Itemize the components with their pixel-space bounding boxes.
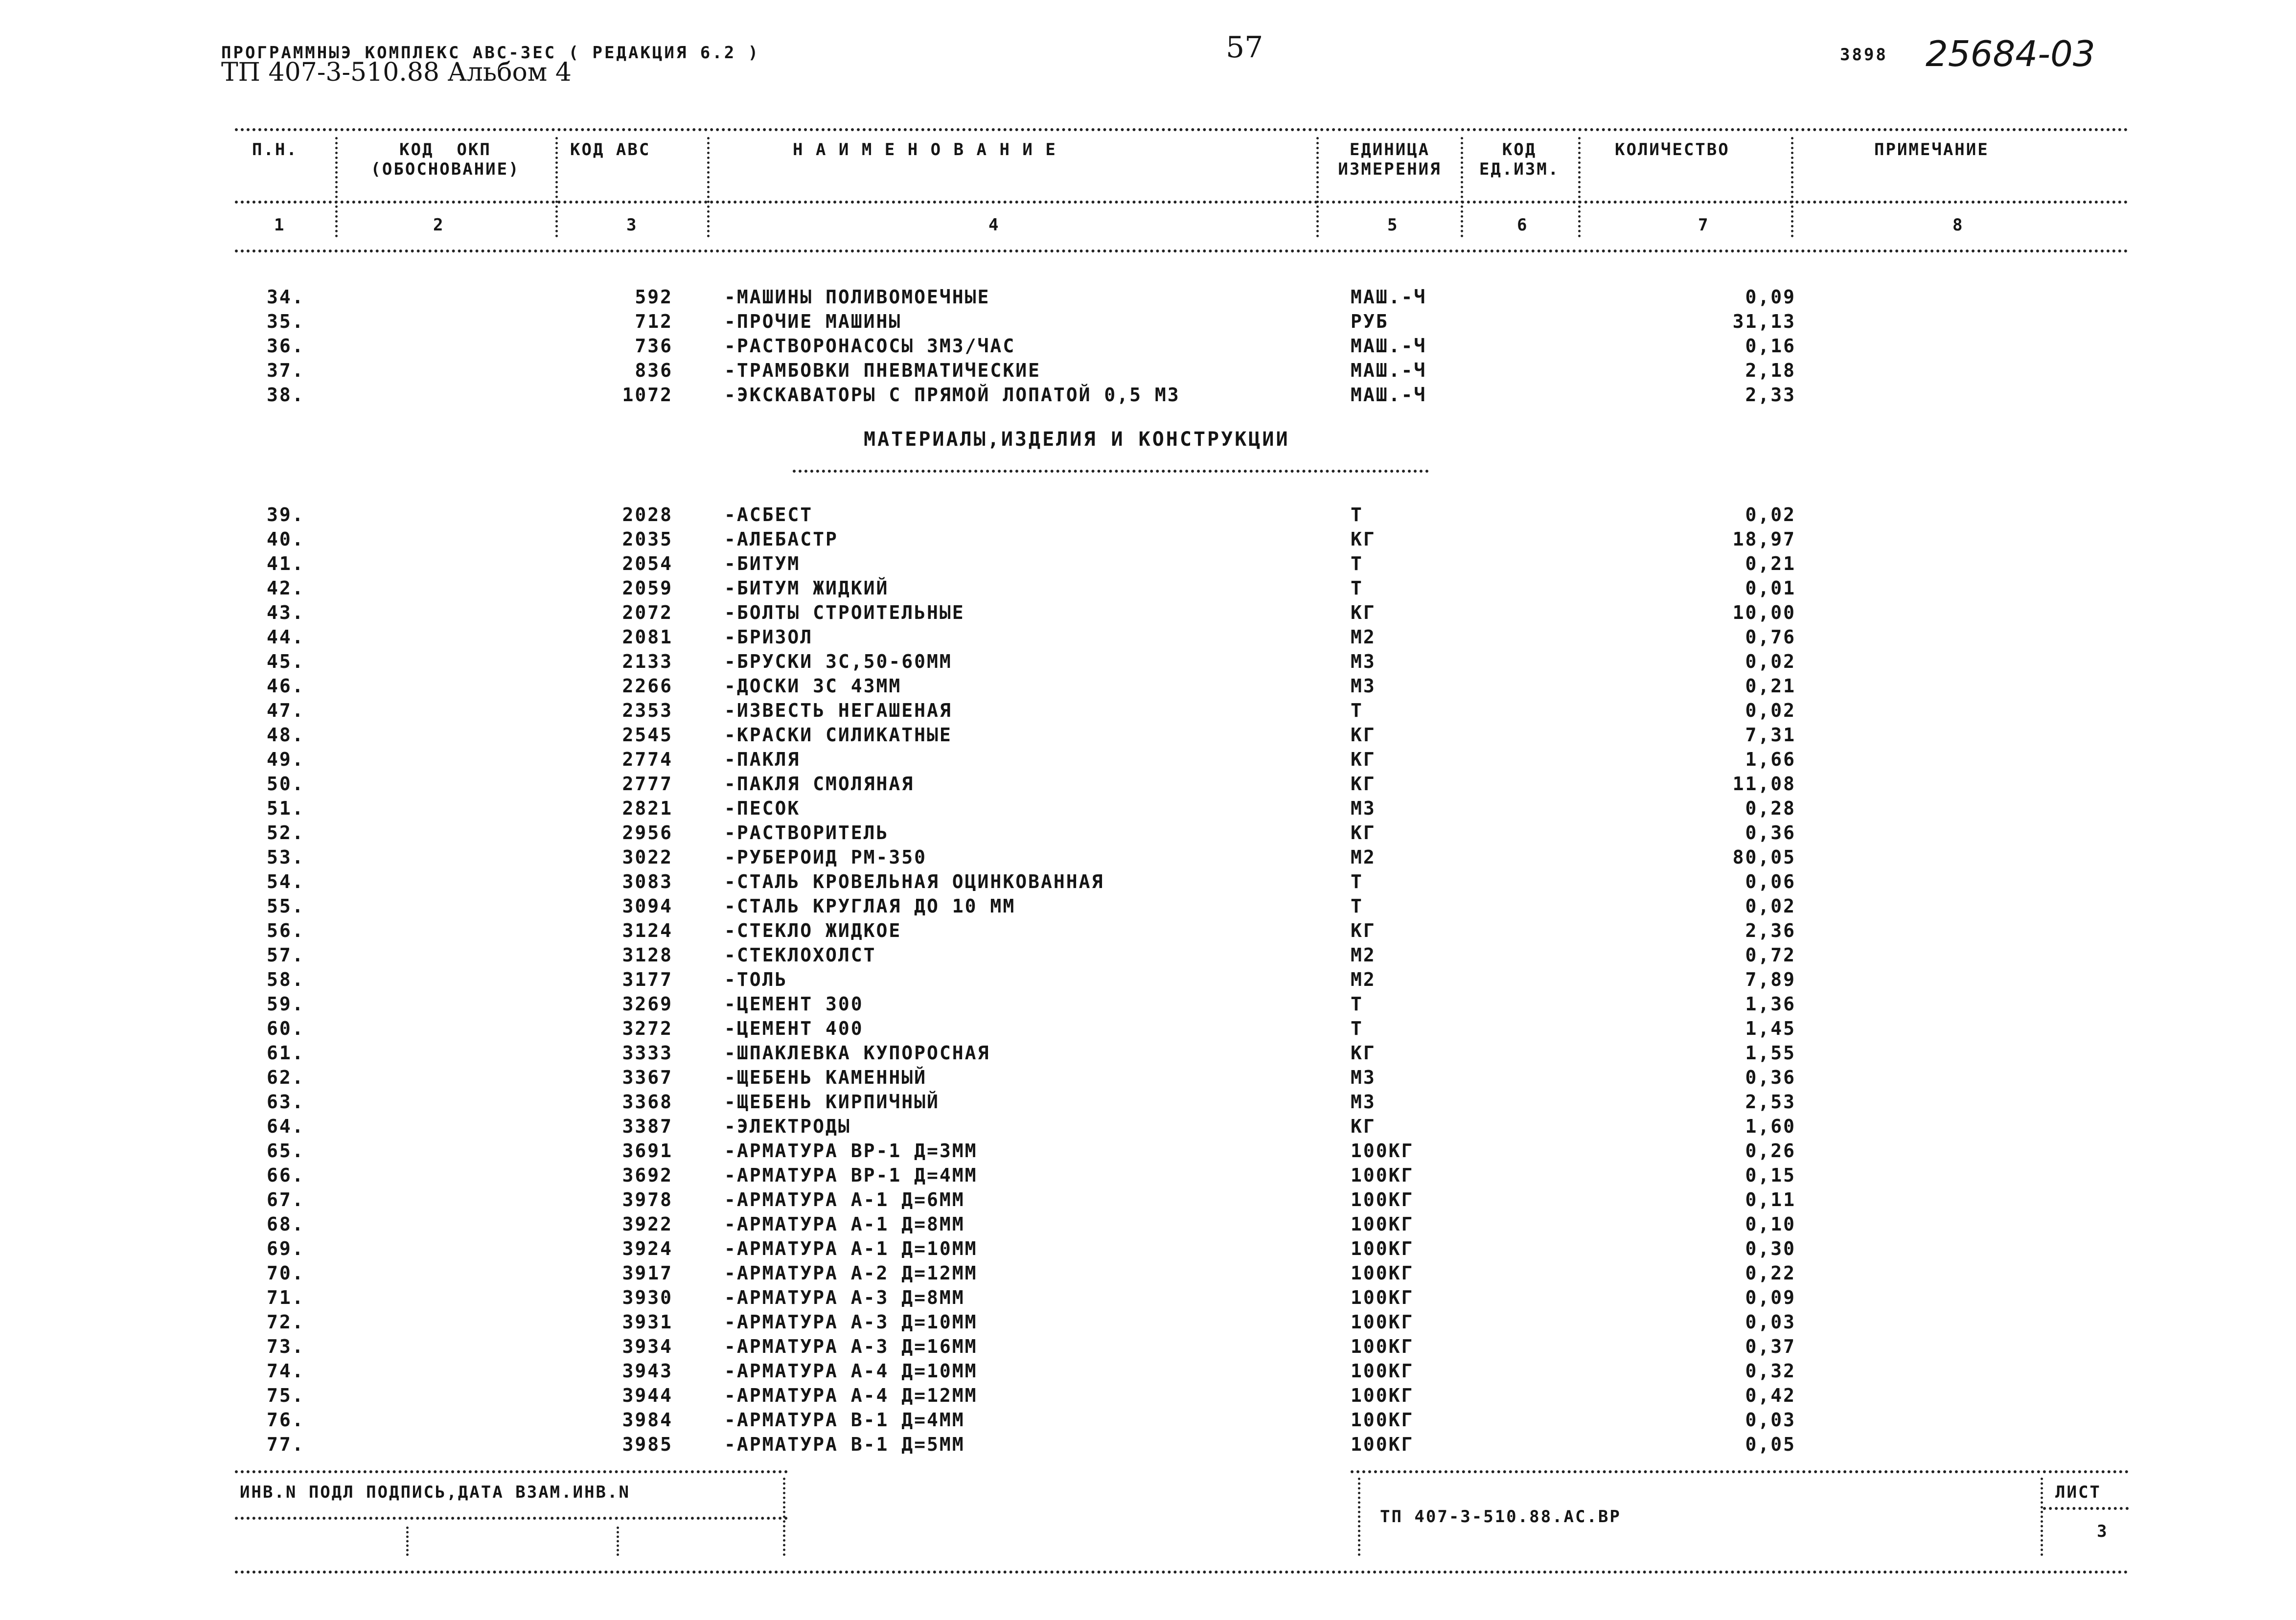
row-number: 51.: [267, 798, 305, 819]
row-code: 3022: [622, 846, 673, 868]
row-unit: МАШ.-Ч: [1351, 384, 1427, 406]
row-qty: 0,05: [1745, 1434, 1796, 1455]
row-code: 3387: [622, 1116, 673, 1137]
row-unit: 100КГ: [1351, 1189, 1414, 1210]
row-qty: 2,18: [1745, 360, 1796, 381]
row-code: 3368: [622, 1091, 673, 1113]
row-name: -РАСТВОРИТЕЛЬ: [724, 822, 889, 844]
row-qty: 0,26: [1745, 1140, 1796, 1162]
row-name: -ТРАМБОВКИ ПНЕВМАТИЧЕСКИЕ: [724, 360, 1041, 381]
row-code: 3924: [622, 1238, 673, 1259]
row-qty: 2,33: [1745, 384, 1796, 406]
row-code: 3943: [622, 1360, 673, 1382]
row-name: -РУБЕРОИД РМ-350: [724, 846, 927, 868]
page-number: 57: [1226, 30, 1263, 65]
row-code: 2054: [622, 553, 673, 574]
row-number: 50.: [267, 773, 305, 795]
row-number: 65.: [267, 1140, 305, 1162]
row-unit: М2: [1351, 626, 1376, 648]
row-unit: М2: [1351, 944, 1376, 966]
row-unit: КГ: [1351, 1116, 1376, 1137]
row-number: 67.: [267, 1189, 305, 1210]
row-name: -АРМАТУРА А-1 Д=6ММ: [724, 1189, 965, 1210]
row-number: 34.: [267, 286, 305, 308]
row-unit: КГ: [1351, 724, 1376, 746]
code-prefix: 3898: [1840, 45, 1888, 65]
row-name: -АРМАТУРА ВР-1 Д=3ММ: [724, 1140, 978, 1162]
row-number: 76.: [267, 1409, 305, 1431]
row-qty: 11,08: [1732, 773, 1796, 795]
header-bottom-rule: [235, 250, 2129, 252]
row-qty: 0,21: [1745, 675, 1796, 697]
row-code: 2353: [622, 700, 673, 721]
col-number: 2: [433, 215, 445, 235]
row-code: 3272: [622, 1018, 673, 1039]
row-unit: М2: [1351, 969, 1376, 990]
row-number: 46.: [267, 675, 305, 697]
row-number: 39.: [267, 504, 305, 525]
col-sep: [555, 137, 558, 237]
row-unit: М3: [1351, 798, 1376, 819]
row-name: -АЛЕБАСТР: [724, 528, 838, 550]
row-unit: КГ: [1351, 920, 1376, 941]
row-code: 2821: [622, 798, 673, 819]
row-number: 52.: [267, 822, 305, 844]
row-qty: 31,13: [1732, 311, 1796, 332]
stamp-col-sep: [617, 1527, 619, 1556]
row-number: 66.: [267, 1164, 305, 1186]
row-qty: 80,05: [1732, 846, 1796, 868]
row-code: 2133: [622, 651, 673, 672]
row-code: 2545: [622, 724, 673, 746]
row-unit: Т: [1351, 1018, 1363, 1039]
row-unit: КГ: [1351, 822, 1376, 844]
row-number: 68.: [267, 1213, 305, 1235]
row-name: -ПАКЛЯ: [724, 749, 801, 770]
row-qty: 7,31: [1745, 724, 1796, 746]
row-number: 47.: [267, 700, 305, 721]
row-unit: М3: [1351, 651, 1376, 672]
col-header-okp: КОД ОКП (ОБОСНОВАНИЕ): [370, 140, 520, 179]
row-name: -ИЗВЕСТЬ НЕГАШЕНАЯ: [724, 700, 952, 721]
row-qty: 2,53: [1745, 1091, 1796, 1113]
row-name: -АРМАТУРА В-1 Д=4ММ: [724, 1409, 965, 1431]
row-qty: 0,22: [1745, 1262, 1796, 1284]
row-name: -АРМАТУРА А-1 Д=10ММ: [724, 1238, 978, 1259]
row-number: 43.: [267, 602, 305, 623]
row-code: 3177: [622, 969, 673, 990]
title-block-top-rule: [1351, 1470, 2129, 1473]
row-name: -АСБЕСТ: [724, 504, 813, 525]
row-number: 54.: [267, 871, 305, 892]
row-number: 42.: [267, 577, 305, 599]
col-sep: [1316, 137, 1319, 237]
row-name: -ШПАКЛЕВКА КУПОРОСНАЯ: [724, 1042, 990, 1064]
row-number: 70.: [267, 1262, 305, 1284]
page-bottom-rule: [235, 1571, 2129, 1574]
row-unit: 100КГ: [1351, 1262, 1414, 1284]
row-code: 2777: [622, 773, 673, 795]
row-unit: 100КГ: [1351, 1164, 1414, 1186]
row-code: 3917: [622, 1262, 673, 1284]
sheet-box-left: [2041, 1478, 2043, 1556]
row-unit: Т: [1351, 553, 1363, 574]
row-code: 3692: [622, 1164, 673, 1186]
row-code: 2774: [622, 749, 673, 770]
col-number: 4: [988, 215, 1000, 235]
row-code: 3691: [622, 1140, 673, 1162]
col-header-pn: П.Н.: [252, 140, 298, 160]
row-qty: 0,01: [1745, 577, 1796, 599]
row-number: 71.: [267, 1287, 305, 1308]
stamp-mid-rule: [235, 1517, 788, 1520]
row-number: 56.: [267, 920, 305, 941]
row-qty: 0,06: [1745, 871, 1796, 892]
row-number: 49.: [267, 749, 305, 770]
row-name: -ПАКЛЯ СМОЛЯНАЯ: [724, 773, 915, 795]
row-unit: 100КГ: [1351, 1434, 1414, 1455]
col-sep: [1578, 137, 1581, 237]
row-unit: М3: [1351, 675, 1376, 697]
row-code: 736: [635, 335, 673, 357]
row-number: 45.: [267, 651, 305, 672]
col-number: 3: [626, 215, 638, 235]
col-number: 7: [1698, 215, 1710, 235]
row-qty: 1,45: [1745, 1018, 1796, 1039]
row-qty: 1,55: [1745, 1042, 1796, 1064]
row-qty: 1,60: [1745, 1116, 1796, 1137]
col-sep: [1791, 137, 1793, 237]
row-code: 3978: [622, 1189, 673, 1210]
col-header-name: Н А И М Е Н О В А Н И Е: [793, 140, 1057, 160]
row-unit: 100КГ: [1351, 1140, 1414, 1162]
col-sep: [707, 137, 710, 237]
row-qty: 0,30: [1745, 1238, 1796, 1259]
row-name: -СТАЛЬ КРОВЕЛЬНАЯ ОЦИНКОВАННАЯ: [724, 871, 1104, 892]
sheet-number: 3: [2097, 1522, 2109, 1541]
row-name: -СТЕКЛОХОЛСТ: [724, 944, 876, 966]
row-number: 40.: [267, 528, 305, 550]
row-code: 3944: [622, 1385, 673, 1406]
row-number: 44.: [267, 626, 305, 648]
row-code: 2266: [622, 675, 673, 697]
row-unit: МАШ.-Ч: [1351, 286, 1427, 308]
row-code: 836: [635, 360, 673, 381]
album-line: ТП 407-3-510.88 Альбом 4: [221, 58, 572, 87]
col-header-note: ПРИМЕЧАНИЕ: [1874, 140, 1989, 160]
row-code: 3367: [622, 1067, 673, 1088]
row-name: -АРМАТУРА А-3 Д=16ММ: [724, 1336, 978, 1357]
row-unit: МАШ.-Ч: [1351, 335, 1427, 357]
row-unit: РУБ: [1351, 311, 1389, 332]
row-name: -АРМАТУРА А-3 Д=10ММ: [724, 1311, 978, 1333]
row-unit: КГ: [1351, 528, 1376, 550]
row-unit: 100КГ: [1351, 1336, 1414, 1357]
sheet-label: ЛИСТ: [2055, 1483, 2101, 1502]
row-code: 592: [635, 286, 673, 308]
section-title: МАТЕРИАЛЫ,ИЗДЕЛИЯ И КОНСТРУКЦИИ: [864, 428, 1290, 451]
row-number: 60.: [267, 1018, 305, 1039]
row-unit: 100КГ: [1351, 1385, 1414, 1406]
row-unit: Т: [1351, 577, 1363, 599]
row-code: 2059: [622, 577, 673, 599]
row-qty: 0,10: [1745, 1213, 1796, 1235]
row-unit: 100КГ: [1351, 1213, 1414, 1235]
row-qty: 0,76: [1745, 626, 1796, 648]
row-code: 2028: [622, 504, 673, 525]
row-name: -АРМАТУРА А-4 Д=10ММ: [724, 1360, 978, 1382]
row-unit: М3: [1351, 1091, 1376, 1113]
row-code: 3094: [622, 895, 673, 917]
row-number: 35.: [267, 311, 305, 332]
table-top-rule: [235, 128, 2129, 131]
row-qty: 0,11: [1745, 1189, 1796, 1210]
row-number: 73.: [267, 1336, 305, 1357]
row-unit: МАШ.-Ч: [1351, 360, 1427, 381]
row-qty: 0,42: [1745, 1385, 1796, 1406]
row-code: 3083: [622, 871, 673, 892]
row-name: -МАШИНЫ ПОЛИВОМОЕЧНЫЕ: [724, 286, 990, 308]
stamp-top-rule: [235, 1470, 788, 1473]
row-qty: 0,03: [1745, 1409, 1796, 1431]
row-code: 3269: [622, 993, 673, 1015]
row-qty: 0,32: [1745, 1360, 1796, 1382]
row-name: -АРМАТУРА А-2 Д=12ММ: [724, 1262, 978, 1284]
col-header-qty: КОЛИЧЕСТВО: [1615, 140, 1730, 160]
row-name: -ЦЕМЕНТ 400: [724, 1018, 864, 1039]
row-number: 59.: [267, 993, 305, 1015]
title-block-left: [1358, 1478, 1360, 1556]
row-qty: 0,16: [1745, 335, 1796, 357]
row-number: 55.: [267, 895, 305, 917]
col-header-abc: КОД АВС: [570, 140, 651, 160]
row-qty: 0,21: [1745, 553, 1796, 574]
row-number: 57.: [267, 944, 305, 966]
row-unit: Т: [1351, 871, 1363, 892]
row-code: 712: [635, 311, 673, 332]
row-name: -ПЕСОК: [724, 798, 801, 819]
row-unit: Т: [1351, 504, 1363, 525]
row-unit: Т: [1351, 700, 1363, 721]
row-qty: 0,02: [1745, 651, 1796, 672]
col-number: 5: [1387, 215, 1399, 235]
sheet-box-mid: [2043, 1507, 2129, 1510]
col-number: 8: [1952, 215, 1964, 235]
row-name: -АРМАТУРА А-4 Д=12ММ: [724, 1385, 978, 1406]
row-qty: 0,02: [1745, 895, 1796, 917]
row-code: 3934: [622, 1336, 673, 1357]
stamp-col-sep: [783, 1478, 785, 1556]
row-name: -ЦЕМЕНТ 300: [724, 993, 864, 1015]
col-number: 6: [1517, 215, 1529, 235]
section-underline: [793, 470, 1429, 473]
row-unit: 100КГ: [1351, 1360, 1414, 1382]
row-unit: КГ: [1351, 773, 1376, 795]
row-number: 61.: [267, 1042, 305, 1064]
row-code: 2956: [622, 822, 673, 844]
row-unit: КГ: [1351, 1042, 1376, 1064]
row-qty: 0,02: [1745, 504, 1796, 525]
row-name: -БРУСКИ 3С,50-60ММ: [724, 651, 952, 672]
row-code: 3984: [622, 1409, 673, 1431]
row-code: 3922: [622, 1213, 673, 1235]
row-number: 63.: [267, 1091, 305, 1113]
doc-number: 25684-03: [1926, 33, 2095, 74]
row-name: -СТАЛЬ КРУГЛАЯ ДО 10 ММ: [724, 895, 1016, 917]
row-name: -БРИЗОЛ: [724, 626, 813, 648]
row-unit: Т: [1351, 895, 1363, 917]
row-code: 3124: [622, 920, 673, 941]
row-name: -ЭЛЕКТРОДЫ: [724, 1116, 851, 1137]
row-number: 62.: [267, 1067, 305, 1088]
row-qty: 0,15: [1745, 1164, 1796, 1186]
row-qty: 0,03: [1745, 1311, 1796, 1333]
row-qty: 0,28: [1745, 798, 1796, 819]
col-header-unit: ЕДИНИЦА ИЗМЕРЕНИЯ: [1338, 140, 1442, 179]
col-sep: [335, 137, 338, 237]
row-unit: КГ: [1351, 749, 1376, 770]
row-unit: М3: [1351, 1067, 1376, 1088]
row-name: -БИТУМ ЖИДКИЙ: [724, 577, 889, 599]
row-unit: М2: [1351, 846, 1376, 868]
row-name: -РАСТВОРОНАСОСЫ 3М3/ЧАС: [724, 335, 1016, 357]
row-number: 38.: [267, 384, 305, 406]
row-number: 74.: [267, 1360, 305, 1382]
row-code: 3333: [622, 1042, 673, 1064]
row-number: 72.: [267, 1311, 305, 1333]
row-name: -ТОЛЬ: [724, 969, 788, 990]
row-qty: 0,02: [1745, 700, 1796, 721]
row-qty: 1,36: [1745, 993, 1796, 1015]
row-name: -КРАСКИ СИЛИКАТНЫЕ: [724, 724, 952, 746]
row-unit: 100КГ: [1351, 1238, 1414, 1259]
program-line: ПРОГРАММНЫЭ КОМПЛЕКС АВС-3ЕС ( РЕДАКЦИЯ 6.2 ): [221, 43, 760, 63]
row-code: 2081: [622, 626, 673, 648]
row-name: -ЩЕБЕНЬ КАМЕННЫЙ: [724, 1067, 927, 1088]
row-code: 3930: [622, 1287, 673, 1308]
row-unit: Т: [1351, 993, 1363, 1015]
row-qty: 1,66: [1745, 749, 1796, 770]
row-unit: 100КГ: [1351, 1409, 1414, 1431]
stamp-col-sep: [406, 1527, 409, 1556]
row-qty: 0,09: [1745, 1287, 1796, 1308]
row-qty: 0,36: [1745, 1067, 1796, 1088]
row-number: 69.: [267, 1238, 305, 1259]
row-number: 36.: [267, 335, 305, 357]
row-name: -БОЛТЫ СТРОИТЕЛЬНЫЕ: [724, 602, 965, 623]
row-code: 3931: [622, 1311, 673, 1333]
row-unit: 100КГ: [1351, 1311, 1414, 1333]
row-name: -АРМАТУРА В-1 Д=5ММ: [724, 1434, 965, 1455]
row-name: -ДОСКИ 3С 43ММ: [724, 675, 902, 697]
row-name: -ЭКСКАВАТОРЫ С ПРЯМОЙ ЛОПАТОЙ 0,5 М3: [724, 384, 1180, 406]
row-name: -БИТУМ: [724, 553, 801, 574]
row-name: -ЩЕБЕНЬ КИРПИЧНЫЙ: [724, 1091, 940, 1113]
row-number: 41.: [267, 553, 305, 574]
row-name: -АРМАТУРА А-1 Д=8ММ: [724, 1213, 965, 1235]
row-code: 2072: [622, 602, 673, 623]
row-name: -СТЕКЛО ЖИДКОЕ: [724, 920, 902, 941]
row-qty: 18,97: [1732, 528, 1796, 550]
row-qty: 0,09: [1745, 286, 1796, 308]
row-qty: 7,89: [1745, 969, 1796, 990]
row-qty: 2,36: [1745, 920, 1796, 941]
row-code: 1072: [622, 384, 673, 406]
row-name: -ПРОЧИЕ МАШИНЫ: [724, 311, 902, 332]
row-unit: 100КГ: [1351, 1287, 1414, 1308]
row-number: 64.: [267, 1116, 305, 1137]
row-code: 2035: [622, 528, 673, 550]
header-mid-rule: [235, 201, 2129, 204]
row-qty: 10,00: [1732, 602, 1796, 623]
row-qty: 0,72: [1745, 944, 1796, 966]
row-name: -АРМАТУРА А-3 Д=8ММ: [724, 1287, 965, 1308]
col-number: 1: [274, 215, 286, 235]
row-number: 75.: [267, 1385, 305, 1406]
row-number: 77.: [267, 1434, 305, 1455]
row-qty: 0,37: [1745, 1336, 1796, 1357]
row-number: 53.: [267, 846, 305, 868]
col-sep: [1461, 137, 1463, 237]
doc-code: ТП 407-3-510.88.АС.ВР: [1380, 1507, 1621, 1527]
row-code: 3985: [622, 1434, 673, 1455]
row-number: 58.: [267, 969, 305, 990]
row-number: 48.: [267, 724, 305, 746]
stamp-header: ИНВ.N ПОДЛ ПОДПИСЬ,ДАТА ВЗАМ.ИНВ.N: [240, 1483, 630, 1502]
row-code: 3128: [622, 944, 673, 966]
row-unit: КГ: [1351, 602, 1376, 623]
col-header-unit-code: КОД ЕД.ИЗМ.: [1479, 140, 1560, 179]
row-name: -АРМАТУРА ВР-1 Д=4ММ: [724, 1164, 978, 1186]
row-number: 37.: [267, 360, 305, 381]
row-qty: 0,36: [1745, 822, 1796, 844]
